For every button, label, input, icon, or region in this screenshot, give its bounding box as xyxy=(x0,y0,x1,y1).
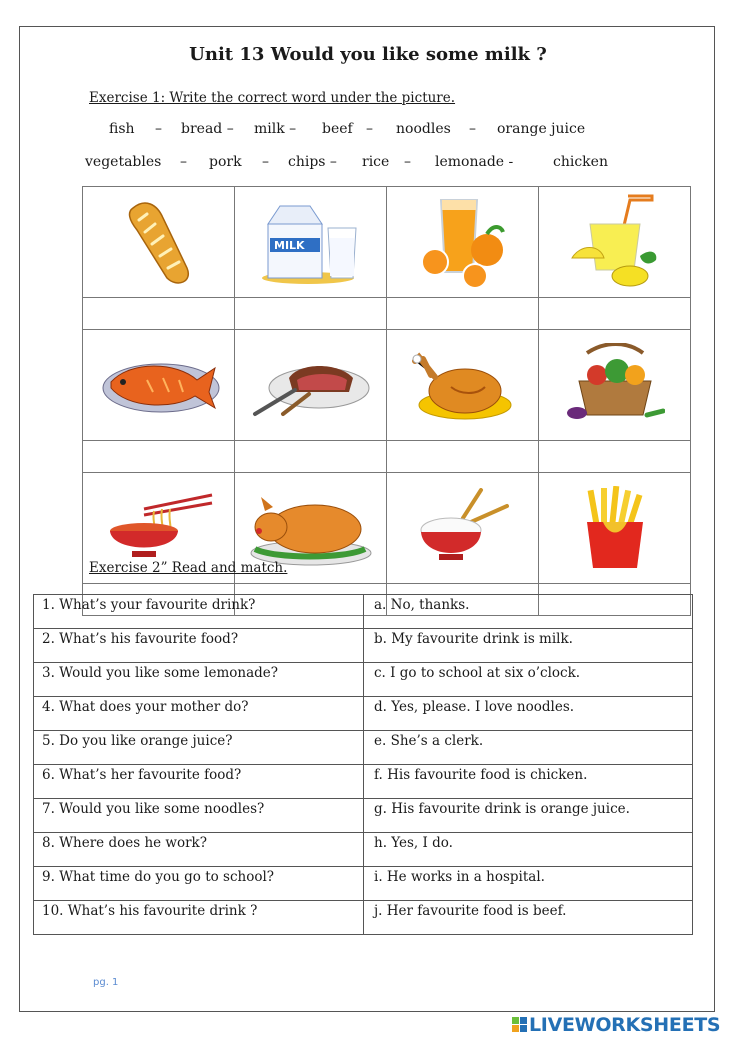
answer-blank[interactable] xyxy=(83,441,235,473)
word-bank-item: bread – xyxy=(181,121,234,137)
picture-cell xyxy=(387,187,539,298)
word-bank-item: – xyxy=(469,121,476,137)
answer-cell[interactable]: h. Yes, I do. xyxy=(364,833,693,867)
word-bank-item: – xyxy=(404,154,411,170)
milk-icon xyxy=(258,194,364,290)
pork-icon xyxy=(245,487,377,569)
noodles-icon xyxy=(104,491,214,565)
answer-blank[interactable] xyxy=(83,298,235,330)
answer-cell[interactable]: i. He works in a hospital. xyxy=(364,867,693,901)
table-row xyxy=(34,901,693,935)
table-row xyxy=(34,731,693,765)
picture-grid xyxy=(82,186,691,616)
picture-cell xyxy=(83,187,235,298)
word-bank-item: chicken xyxy=(553,154,608,170)
fish-icon xyxy=(97,352,221,418)
word-bank-item: – xyxy=(262,154,269,170)
question-cell: 10. What’s his favourite drink ? xyxy=(34,901,364,935)
question-cell: 9. What time do you go to school? xyxy=(34,867,364,901)
word-bank-item: – xyxy=(366,121,373,137)
answer-blank[interactable] xyxy=(539,441,691,473)
word-bank-item: chips – xyxy=(288,154,337,170)
question-cell: 4. What does your mother do? xyxy=(34,697,364,731)
word-bank-item: orange juice xyxy=(497,121,586,137)
question-cell: 2. What’s his favourite food? xyxy=(34,629,364,663)
brand-text: LIVEWORKSHEETS xyxy=(529,1014,721,1036)
match-table xyxy=(33,594,693,935)
answer-blank[interactable] xyxy=(387,441,539,473)
question-cell: 5. Do you like orange juice? xyxy=(34,731,364,765)
answer-cell[interactable]: d. Yes, please. I love noodles. xyxy=(364,697,693,731)
picture-cell xyxy=(539,187,691,298)
word-bank-item: pork xyxy=(209,154,242,170)
word-bank-item: – xyxy=(180,154,187,170)
liveworksheets-logo[interactable] xyxy=(512,1014,720,1036)
picture-cell xyxy=(387,473,539,584)
picture-cell xyxy=(235,187,387,298)
question-cell: 1. What’s your favourite drink? xyxy=(34,595,364,629)
answer-cell[interactable]: j. Her favourite food is beef. xyxy=(364,901,693,935)
picture-cell xyxy=(235,330,387,441)
exercise1-heading: Exercise 1: Write the correct word under the picture. xyxy=(89,90,456,106)
answer-cell[interactable]: f. His favourite food is chicken. xyxy=(364,765,693,799)
picture-cell xyxy=(539,330,691,441)
table-row xyxy=(34,867,693,901)
chips-icon xyxy=(575,486,655,570)
word-bank-item: vegetables xyxy=(85,154,162,170)
bread-icon xyxy=(119,194,199,290)
table-row xyxy=(34,799,693,833)
question-cell: 3. Would you like some lemonade? xyxy=(34,663,364,697)
word-bank-item: beef xyxy=(322,121,353,137)
chicken-icon xyxy=(411,347,515,423)
liveworksheets-logo-icon xyxy=(512,1017,527,1032)
answer-blank[interactable] xyxy=(235,298,387,330)
word-bank-item: fish xyxy=(109,121,135,137)
vegetables-icon xyxy=(565,343,665,427)
answer-cell[interactable]: c. I go to school at six o’clock. xyxy=(364,663,693,697)
word-bank-item: rice xyxy=(362,154,390,170)
table-row xyxy=(34,629,693,663)
table-row xyxy=(34,765,693,799)
table-row xyxy=(34,595,693,629)
table-row xyxy=(34,697,693,731)
answer-blank[interactable] xyxy=(235,441,387,473)
orange-juice-icon xyxy=(413,194,513,290)
answer-cell[interactable]: g. His favourite drink is orange juice. xyxy=(364,799,693,833)
word-bank-item: milk – xyxy=(254,121,297,137)
word-bank-item: lemonade - xyxy=(435,154,514,170)
beef-icon xyxy=(249,348,373,422)
svg-text:MILK: MILK xyxy=(273,239,305,252)
picture-cell xyxy=(83,330,235,441)
page-number: pg. 1 xyxy=(93,977,119,988)
table-row xyxy=(34,663,693,697)
answer-blank[interactable] xyxy=(387,298,539,330)
page-title: Unit 13 Would you like some milk ? xyxy=(189,44,547,65)
question-cell: 8. Where does he work? xyxy=(34,833,364,867)
question-cell: 7. Would you like some noodles? xyxy=(34,799,364,833)
question-cell: 6. What’s her favourite food? xyxy=(34,765,364,799)
word-bank-item: noodles xyxy=(396,121,451,137)
rice-icon xyxy=(415,488,511,568)
answer-cell[interactable]: b. My favourite drink is milk. xyxy=(364,629,693,663)
table-row xyxy=(34,833,693,867)
picture-cell xyxy=(539,473,691,584)
answer-cell[interactable]: e. She’s a clerk. xyxy=(364,731,693,765)
picture-cell xyxy=(387,330,539,441)
exercise2-heading: Exercise 2” Read and match. xyxy=(89,560,288,576)
lemonade-icon xyxy=(570,194,660,290)
word-bank-item: – xyxy=(155,121,162,137)
answer-cell[interactable]: a. No, thanks. xyxy=(364,595,693,629)
answer-blank[interactable] xyxy=(539,298,691,330)
